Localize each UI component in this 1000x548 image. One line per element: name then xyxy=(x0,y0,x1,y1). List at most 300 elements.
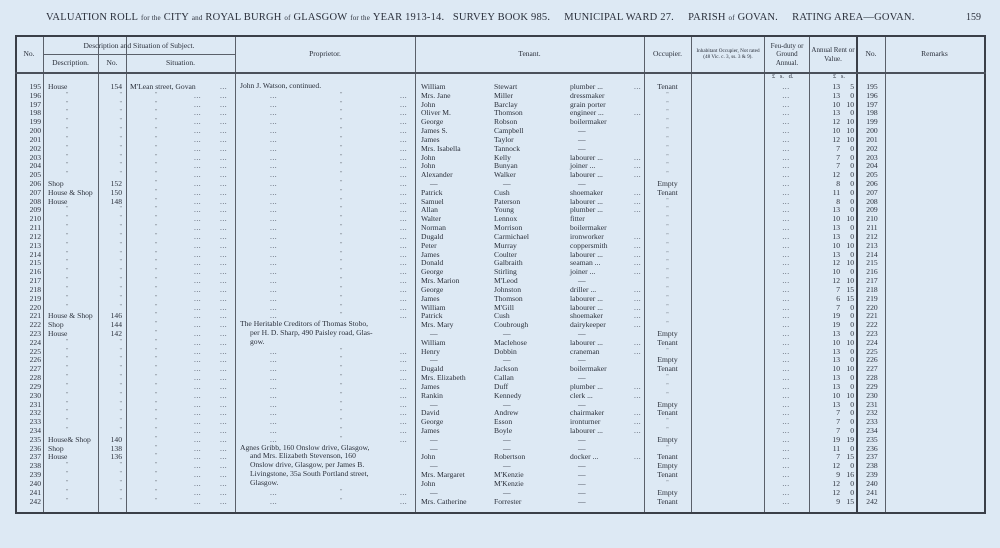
proprietor-ditto: " xyxy=(340,409,343,416)
description-cell: " xyxy=(66,347,69,354)
subject-number-cell: 154 xyxy=(110,82,122,91)
leader-dots: ... xyxy=(220,108,228,118)
feu-duty-cell: ... xyxy=(782,417,790,427)
row-number-right: 209 xyxy=(866,205,878,215)
annual-value-shillings: 0 xyxy=(850,425,854,435)
situation-cell: " xyxy=(155,127,158,134)
tenant-occupation: boilermaker xyxy=(570,364,607,374)
leader-dots: ... xyxy=(220,487,228,497)
annual-value-pounds: 13 xyxy=(832,231,840,241)
row-number-right: 226 xyxy=(866,355,878,365)
annual-value-shillings: 10 xyxy=(846,99,854,109)
situation-cell: " xyxy=(155,277,158,284)
tenant-first-name: James S. xyxy=(421,126,448,136)
occupier-status: " xyxy=(666,312,669,319)
proprietor-ditto: " xyxy=(340,259,343,266)
subject-number-cell: " xyxy=(119,171,122,178)
annual-value-shillings: 10 xyxy=(846,390,854,400)
proprietor-dots: ... xyxy=(400,293,408,303)
tenant-occupation: plumber ... xyxy=(570,205,603,215)
situation-cell: " xyxy=(155,329,158,336)
situation-cell: " xyxy=(155,188,158,195)
tenant-surname: Cush xyxy=(494,187,510,197)
description-cell: " xyxy=(66,400,69,407)
subject-number-cell: " xyxy=(119,241,122,248)
feu-duty-cell: ... xyxy=(782,276,790,286)
annual-value-pounds: 10 xyxy=(832,126,840,136)
table-row xyxy=(0,364,1000,373)
feu-duty-cell: ... xyxy=(782,205,790,215)
row-number-right: 241 xyxy=(866,487,878,497)
leader-dots: ... xyxy=(220,399,228,409)
subject-number-cell: " xyxy=(119,215,122,222)
tenant-occupation: — xyxy=(578,487,586,497)
tenant-surname: Thomson xyxy=(494,108,523,118)
feu-duty-cell: ... xyxy=(782,390,790,400)
leader-dots: ... xyxy=(220,161,228,171)
leader-dots: ... xyxy=(194,170,202,180)
tenant-first-name: John xyxy=(421,452,436,462)
situation-cell: " xyxy=(155,215,158,222)
annual-value-pounds: 13 xyxy=(832,90,840,100)
annual-value-shillings: 0 xyxy=(850,249,854,259)
description-cell: " xyxy=(66,479,69,486)
leader-dots: ... xyxy=(194,373,202,383)
leader-dots: ... xyxy=(634,408,642,418)
feu-duty-cell: ... xyxy=(782,373,790,383)
description-cell: " xyxy=(66,135,69,142)
tenant-occupation: fitter xyxy=(570,214,585,224)
row-number-right: 229 xyxy=(866,381,878,391)
leader-dots: ... xyxy=(634,205,642,215)
occupier-status: " xyxy=(666,162,669,169)
leader-dots: ... xyxy=(194,267,202,277)
situation-cell: " xyxy=(155,135,158,142)
row-number: 204 xyxy=(29,161,41,171)
annual-value-shillings: 0 xyxy=(850,187,854,197)
tenant-first-name: James xyxy=(421,249,440,259)
occupier-status: " xyxy=(666,294,669,301)
proprietor-dots: ... xyxy=(270,487,278,497)
feu-duty-cell: ... xyxy=(782,399,790,409)
annual-value-pounds: 19 xyxy=(832,311,840,321)
leader-dots: ... xyxy=(194,346,202,356)
row-number: 208 xyxy=(29,196,41,206)
annual-value-shillings: 0 xyxy=(850,179,854,189)
proprietor-ditto: " xyxy=(340,488,343,495)
proprietor-dots: ... xyxy=(400,187,408,197)
proprietor-dots: ... xyxy=(270,302,278,312)
proprietor-dots: ... xyxy=(400,108,408,118)
tenant-first-name: David xyxy=(421,408,440,418)
annual-value-shillings: 10 xyxy=(846,337,854,347)
occupier-status: Empty xyxy=(657,487,678,497)
title-part: of xyxy=(728,14,735,22)
tenant-surname: Robertson xyxy=(494,452,526,462)
row-number-right: 228 xyxy=(866,373,878,383)
description-cell: " xyxy=(66,215,69,222)
leader-dots: ... xyxy=(194,249,202,259)
proprietor-text: and Mrs. Elizabeth Stevenson, 160 xyxy=(250,451,356,461)
situation-cell: " xyxy=(155,285,158,292)
occupier-status: " xyxy=(666,206,669,213)
row-number-right: 218 xyxy=(866,284,878,294)
tenant-first-name: — xyxy=(430,179,438,189)
tenant-occupation: — xyxy=(578,328,586,338)
leader-dots: ... xyxy=(194,179,202,189)
tenant-occupation: — xyxy=(578,143,586,153)
leader-dots: ... xyxy=(220,425,228,435)
title-part: and xyxy=(191,14,203,22)
situation-cell: " xyxy=(155,91,158,98)
feu-duty-cell: ... xyxy=(782,381,790,391)
annual-value-pounds: 19 xyxy=(832,434,840,444)
leader-dots: ... xyxy=(194,152,202,162)
feu-duty-cell: ... xyxy=(782,258,790,268)
row-number: 205 xyxy=(29,170,41,180)
row-number-right: 239 xyxy=(866,470,878,480)
leader-dots: ... xyxy=(634,302,642,312)
subject-number-cell: " xyxy=(119,135,122,142)
row-number: 228 xyxy=(29,373,41,383)
row-number-right: 231 xyxy=(866,399,878,409)
row-number: 227 xyxy=(29,364,41,374)
tenant-first-name: James xyxy=(421,425,440,435)
annual-value-shillings: 0 xyxy=(850,381,854,391)
description-cell: " xyxy=(66,488,69,495)
row-number: 241 xyxy=(29,487,41,497)
annual-value-pounds: 12 xyxy=(832,461,840,471)
occupier-status: " xyxy=(666,285,669,292)
table-row xyxy=(0,135,1000,144)
proprietor-dots: ... xyxy=(400,276,408,286)
row-number: 197 xyxy=(29,99,41,109)
description-cell: " xyxy=(66,206,69,213)
occupier-status: " xyxy=(666,382,669,389)
proprietor-dots: ... xyxy=(270,214,278,224)
annual-value-pounds: 7 xyxy=(836,143,840,153)
proprietor-ditto: " xyxy=(340,144,343,151)
occupier-status: " xyxy=(666,303,669,310)
description-cell: House& Shop xyxy=(48,434,91,444)
leader-dots: ... xyxy=(220,293,228,303)
tenant-occupation: labourer ... xyxy=(570,337,603,347)
leader-dots: ... xyxy=(220,434,228,444)
leader-dots: ... xyxy=(194,461,202,471)
tenant-occupation: joiner ... xyxy=(570,161,596,171)
leader-dots: ... xyxy=(220,267,228,277)
leader-dots: ... xyxy=(194,284,202,294)
leader-dots: ... xyxy=(194,443,202,453)
tenant-surname: — xyxy=(503,434,511,444)
situation-cell: " xyxy=(155,497,158,504)
leader-dots: ... xyxy=(194,425,202,435)
description-cell: " xyxy=(66,224,69,231)
leader-dots: ... xyxy=(194,196,202,206)
tenant-occupation: craneman xyxy=(570,346,600,356)
proprietor-ditto: " xyxy=(340,285,343,292)
proprietor-dots: ... xyxy=(270,187,278,197)
feu-duty-cell: ... xyxy=(782,143,790,153)
leader-dots: ... xyxy=(634,231,642,241)
annual-value-shillings: 0 xyxy=(850,205,854,215)
description-cell: " xyxy=(66,250,69,257)
proprietor-dots: ... xyxy=(400,408,408,418)
description-cell: House xyxy=(48,196,68,206)
tenant-occupation: — xyxy=(578,443,586,453)
occupier-status: " xyxy=(666,321,669,328)
table-row xyxy=(0,488,1000,497)
title-part: ROYAL BURGH xyxy=(205,12,282,23)
tenant-occupation: grain porter xyxy=(570,99,606,109)
tenant-surname: — xyxy=(503,487,511,497)
row-number: 239 xyxy=(29,470,41,480)
annual-value-pounds: 8 xyxy=(836,196,840,206)
leader-dots: ... xyxy=(220,126,228,136)
tenant-first-name: — xyxy=(430,461,438,471)
situation-cell: " xyxy=(155,197,158,204)
row-number-right: 204 xyxy=(866,161,878,171)
proprietor-ditto: " xyxy=(340,109,343,116)
row-number-right: 238 xyxy=(866,461,878,471)
tenant-occupation: ironturner xyxy=(570,417,601,427)
annual-value-pounds: 10 xyxy=(832,240,840,250)
tenant-occupation: — xyxy=(578,461,586,471)
occupier-status: Empty xyxy=(657,461,678,471)
subject-number-cell: " xyxy=(119,285,122,292)
description-cell: " xyxy=(66,294,69,301)
description-cell: " xyxy=(66,409,69,416)
tenant-surname: Kennedy xyxy=(494,390,522,400)
occupier-status: Empty xyxy=(657,355,678,365)
row-number-right: 242 xyxy=(866,496,878,506)
situation-cell: " xyxy=(155,365,158,372)
feu-duty-cell: ... xyxy=(782,117,790,127)
table-row xyxy=(0,452,1000,461)
tenant-first-name: George xyxy=(421,417,444,427)
leader-dots: ... xyxy=(220,364,228,374)
tenant-occupation: boilermaker xyxy=(570,117,607,127)
proprietor-dots: ... xyxy=(400,417,408,427)
description-cell: House xyxy=(48,328,68,338)
tenant-occupation: labourer ... xyxy=(570,196,603,206)
tenant-first-name: Mrs. Margaret xyxy=(421,470,465,480)
proprietor-dots: ... xyxy=(400,381,408,391)
annual-value-pounds: 13 xyxy=(832,223,840,233)
row-number-right: 205 xyxy=(866,170,878,180)
annual-value-shillings: 0 xyxy=(850,143,854,153)
tenant-surname: Kelly xyxy=(494,152,511,162)
annual-value-pounds: 12 xyxy=(832,478,840,488)
tenant-first-name: — xyxy=(430,487,438,497)
annual-value-shillings: 0 xyxy=(850,346,854,356)
annual-value-pounds: 13 xyxy=(832,82,840,91)
annual-value-shillings: 10 xyxy=(846,240,854,250)
situation-cell: " xyxy=(155,268,158,275)
page-title xyxy=(46,12,990,23)
situation-cell: " xyxy=(155,206,158,213)
leader-dots: ... xyxy=(634,240,642,250)
description-cell: " xyxy=(66,497,69,504)
description-cell: " xyxy=(66,382,69,389)
tenant-occupation: — xyxy=(578,470,586,480)
proprietor-dots: ... xyxy=(270,390,278,400)
leader-dots: ... xyxy=(220,373,228,383)
situation-cell: " xyxy=(155,118,158,125)
annual-value-shillings: 0 xyxy=(850,487,854,497)
subject-number-cell: " xyxy=(119,268,122,275)
annual-value-shillings: 0 xyxy=(850,355,854,365)
tenant-surname: — xyxy=(503,399,511,409)
situation-cell: " xyxy=(155,100,158,107)
feu-duty-cell: ... xyxy=(782,487,790,497)
occupier-status: " xyxy=(666,215,669,222)
leader-dots: ... xyxy=(220,143,228,153)
situation-cell: " xyxy=(155,418,158,425)
tenant-surname: M'Kenzie xyxy=(494,478,524,488)
leader-dots: ... xyxy=(194,328,202,338)
title-part: GLASGOW xyxy=(293,12,348,23)
annual-value-shillings: 0 xyxy=(850,373,854,383)
tenant-occupation: — xyxy=(578,126,586,136)
tenant-surname: — xyxy=(503,179,511,189)
table-row xyxy=(0,479,1000,488)
table-row xyxy=(0,303,1000,312)
leader-dots: ... xyxy=(634,293,642,303)
occupier-status: Tenant xyxy=(657,337,678,347)
leader-dots: ... xyxy=(634,196,642,206)
annual-value-pounds: 12 xyxy=(832,170,840,180)
proprietor-dots: ... xyxy=(400,214,408,224)
subject-number-cell: " xyxy=(119,356,122,363)
proprietor-dots: ... xyxy=(400,311,408,321)
leader-dots: ... xyxy=(634,187,642,197)
leader-dots: ... xyxy=(194,470,202,480)
feu-duty-cell: ... xyxy=(782,99,790,109)
annual-value-pounds: 7 xyxy=(836,408,840,418)
annual-value-pounds: 13 xyxy=(832,346,840,356)
tenant-surname: Jackson xyxy=(494,364,519,374)
situation-cell: " xyxy=(155,435,158,442)
leader-dots: ... xyxy=(194,293,202,303)
tenant-occupation: — xyxy=(578,276,586,286)
proprietor-dots: ... xyxy=(270,496,278,506)
row-number-right: 214 xyxy=(866,249,878,259)
annual-value-shillings: 15 xyxy=(846,496,854,506)
feu-duty-cell: ... xyxy=(782,284,790,294)
feu-duty-cell: ... xyxy=(782,346,790,356)
subject-number-cell: 146 xyxy=(110,311,122,321)
tenant-surname: Murray xyxy=(494,240,517,250)
annual-value-shillings: 0 xyxy=(850,408,854,418)
annual-value-pounds: 7 xyxy=(836,425,840,435)
tenant-occupation: boilermaker xyxy=(570,223,607,233)
proprietor-dots: ... xyxy=(400,223,408,233)
row-number: 231 xyxy=(29,399,41,409)
annual-value-pounds: 7 xyxy=(836,161,840,171)
row-number: 207 xyxy=(29,187,41,197)
title-part: of xyxy=(284,14,291,22)
tenant-occupation: plumber ... xyxy=(570,381,603,391)
tenant-surname: Maclehose xyxy=(494,337,527,347)
annual-value-shillings: 0 xyxy=(850,152,854,162)
proprietor-dots: ... xyxy=(270,417,278,427)
annual-value-pounds: 10 xyxy=(832,214,840,224)
proprietor-dots: ... xyxy=(270,267,278,277)
leader-dots: ... xyxy=(194,452,202,462)
feu-duty-cell: ... xyxy=(782,249,790,259)
leader-dots: ... xyxy=(220,258,228,268)
situation-cell: " xyxy=(155,409,158,416)
tenant-first-name: Norman xyxy=(421,223,446,233)
leader-dots: ... xyxy=(220,117,228,127)
table-row xyxy=(0,435,1000,444)
leader-dots: ... xyxy=(220,196,228,206)
leader-dots: ... xyxy=(220,381,228,391)
description-cell: House xyxy=(48,452,68,462)
leader-dots: ... xyxy=(220,355,228,365)
tenant-surname: Morrison xyxy=(494,223,523,233)
occupier-status: " xyxy=(666,91,669,98)
feu-duty-cell: ... xyxy=(782,90,790,100)
tenant-first-name: Walter xyxy=(421,214,442,224)
situation-cell: " xyxy=(155,250,158,257)
tenant-surname: — xyxy=(503,355,511,365)
leader-dots: ... xyxy=(220,390,228,400)
occupier-status: Empty xyxy=(657,434,678,444)
description-cell: " xyxy=(66,356,69,363)
proprietor-text: Onslow drive, Glasgow, per James B. xyxy=(250,460,365,470)
row-number-right: 219 xyxy=(866,293,878,303)
tenant-occupation: docker ... xyxy=(570,452,599,462)
row-number-right: 206 xyxy=(866,179,878,189)
subject-number-cell: " xyxy=(119,347,122,354)
proprietor-ditto: " xyxy=(340,435,343,442)
leader-dots: ... xyxy=(220,302,228,312)
annual-value-pounds: 12 xyxy=(832,258,840,268)
row-number-right: 235 xyxy=(866,434,878,444)
leader-dots: ... xyxy=(220,231,228,241)
tenant-surname: — xyxy=(503,328,511,338)
title-part: for the xyxy=(140,14,161,22)
table-row xyxy=(0,170,1000,179)
feu-duty-cell: ... xyxy=(782,187,790,197)
proprietor-ditto: " xyxy=(340,91,343,98)
annual-value-shillings: 15 xyxy=(846,293,854,303)
situation-cell: " xyxy=(155,180,158,187)
leader-dots: ... xyxy=(220,99,228,109)
table-row xyxy=(0,338,1000,347)
proprietor-ditto: " xyxy=(340,180,343,187)
leader-dots: ... xyxy=(220,461,228,471)
subject-number-cell: 150 xyxy=(110,187,122,197)
leader-dots: ... xyxy=(634,284,642,294)
proprietor-dots: ... xyxy=(400,346,408,356)
proprietor-dots: ... xyxy=(400,364,408,374)
table-row xyxy=(0,250,1000,259)
proprietor-ditto: " xyxy=(340,127,343,134)
tenant-occupation: shoemaker xyxy=(570,187,603,197)
proprietor-dots: ... xyxy=(400,284,408,294)
tenant-first-name: John xyxy=(421,99,436,109)
table-row xyxy=(0,417,1000,426)
table-row xyxy=(0,223,1000,232)
subject-number-cell: " xyxy=(119,91,122,98)
leader-dots: ... xyxy=(194,231,202,241)
row-number: 215 xyxy=(29,258,41,268)
annual-value-pounds: 8 xyxy=(836,179,840,189)
subject-number-cell: " xyxy=(119,382,122,389)
